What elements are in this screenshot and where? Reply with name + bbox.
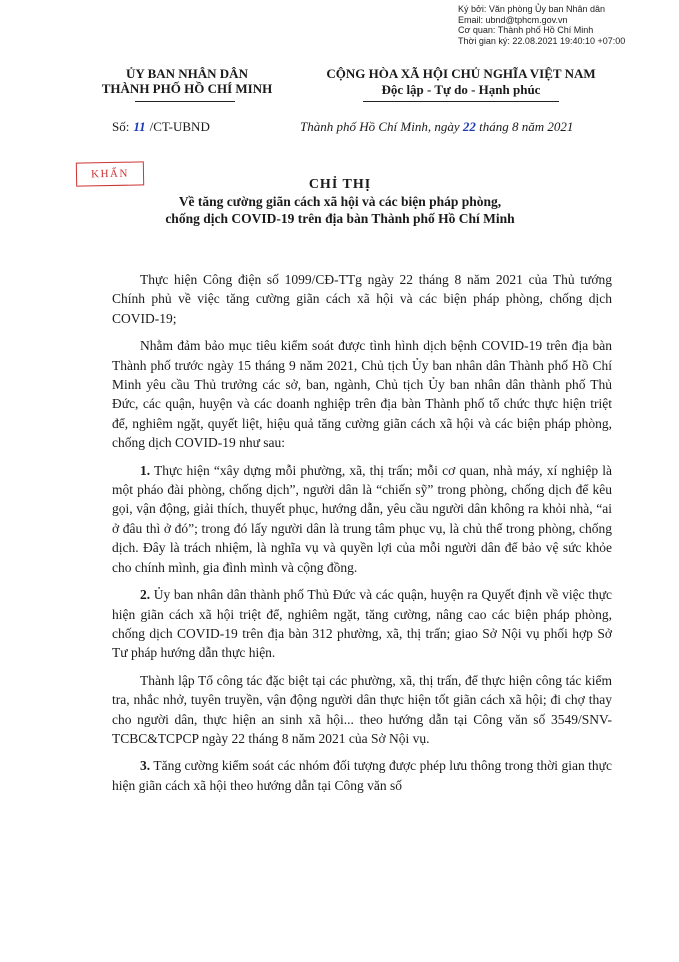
- document-title: [100, 176, 580, 227]
- document-number: [112, 119, 210, 135]
- document-body: [112, 270, 612, 803]
- paragraph-item-1: [112, 461, 612, 577]
- item-2-number: 2.: [140, 587, 151, 603]
- national-motto: Độc lập - Tự do - Hạnh phúc: [381, 82, 541, 97]
- date-day: 22: [462, 119, 476, 134]
- signature-agency: Cơ quan: Thành phố Hồ Chí Minh: [458, 25, 594, 35]
- national-heading: [296, 66, 626, 98]
- signature-time: Thời gian ký: 22.08.2021 19:40:10 +07:00: [458, 35, 626, 46]
- document-number-label: Số:: [112, 119, 130, 134]
- digital-signature-block: [458, 4, 625, 46]
- paragraph-item-3: [112, 756, 612, 795]
- date-prefix: Thành phố Hồ Chí Minh, ngày: [300, 119, 460, 134]
- authority-underline: [135, 101, 235, 102]
- title-line-1: Về tăng cường giãn cách xã hội và các biện pháp phòng,: [178, 194, 502, 209]
- item-2-text: Ủy ban nhân dân thành phố Thủ Đức và các quận, huyện ra Quyết định về việc thực hiện giãn cách xã hội triệt để, nghiêm ngặt, tăng cường, nâng cao các biện pháp phòng, chống dịch COVID-19 trên địa bàn 312 phường, xã, thị trấn; giao Sở Nội vụ phối hợp Sở Tư pháp hướng dẫn thực hiện.: [112, 587, 612, 661]
- document-type: CHỈ THỊ: [308, 177, 372, 192]
- item-1-text: Thực hiện “xây dựng mỗi phường, xã, thị trấn; mỗi cơ quan, nhà máy, xí nghiệp là một pháo đài phòng, chống dịch”, người dân là “chiến sỹ” trong phòng, chống dịch để kêu gọi, vận động, giải thích, thuyết phục, hướng dẫn, yêu cầu người dân không ra khỏi nhà, “ai ở đâu thì ở đó”; trong đó lấy người dân là trung tâm phục vụ, là chủ thể trong phòng, chống dịch. Đây là trách nhiệm, là nghĩa vụ và quyền lợi của mỗi người dân để bảo vệ sức khỏe cho chính mình, gia đình mình và cộng đồng.: [112, 462, 612, 575]
- item-3-number: 3.: [140, 758, 151, 774]
- item-1-number: 1.: [140, 462, 151, 478]
- document-number-suffix: /CT-UBND: [149, 119, 210, 134]
- title-line-2: chống dịch COVID-19 trên địa bàn Thành phố Hồ Chí Minh: [165, 211, 515, 226]
- paragraph-task-force: Thành lập Tổ công tác đặc biệt tại các phường, xã, thị trấn, để thực hiện công tác kiểm tra, nhắc nhở, tuyên truyền, vận động người dân thực hiện tốt giãn cách xã hội; đi chợ thay cho người dân, thực hiện an sinh xã hội... theo hướng dẫn tại Công văn số 3549/SNV-TCBC&TCPCP ngày 22 tháng 8 năm 2021 của Sở Nội vụ.: [112, 672, 612, 746]
- paragraph-preamble: Thực hiện Công điện số 1099/CĐ-TTg ngày 22 tháng 8 năm 2021 của Thủ tướng Chính phủ về việc tăng cường giãn cách xã hội và các biện pháp phòng, chống dịch COVID-19;: [112, 272, 612, 326]
- urgent-stamp: KHẨN: [76, 161, 144, 186]
- nation-name: CỘNG HÒA XÃ HỘI CHỦ NGHĨA VIỆT NAM: [326, 66, 596, 81]
- document-date: [300, 119, 573, 135]
- authority-line-2: THÀNH PHỐ HỒ CHÍ MINH: [101, 81, 273, 96]
- motto-underline: [363, 101, 559, 102]
- item-3-text: Tăng cường kiểm soát các nhóm đối tượng được phép lưu thông trong thời gian thực hiện giãn cách xã hội theo hướng dẫn tại Công văn số: [112, 758, 612, 793]
- signature-signer: Ký bởi: Văn phòng Ủy ban Nhân dân: [458, 4, 606, 14]
- document-number-value: 11: [133, 119, 146, 134]
- signature-email: Email: ubnd@tphcm.gov.vn: [458, 14, 568, 25]
- authority-line-1: ỦY BAN NHÂN DÂN: [126, 66, 248, 81]
- issuing-authority: [82, 66, 292, 96]
- date-suffix: tháng 8 năm 2021: [479, 119, 574, 134]
- paragraph-item-2: [112, 585, 612, 663]
- paragraph-objective: Nhằm đảm bảo mục tiêu kiểm soát được tình hình dịch bệnh COVID-19 trên địa bàn Thành phố trước ngày 15 tháng 9 năm 2021, Chủ tịch Ủy ban nhân dân Thành phố Hồ Chí Minh yêu cầu Thủ trưởng các sở, ban, ngành, Chủ tịch Ủy ban nhân dân thành phố Thủ Đức, các quận, huyện và các doanh nghiệp trên địa bàn Thành phố tổ chức thực hiện triệt để, nghiêm ngặt, quyết liệt, hiệu quả tăng cường giãn cách xã hội và các biện pháp phòng, chống dịch COVID-19 như sau:: [112, 338, 612, 451]
